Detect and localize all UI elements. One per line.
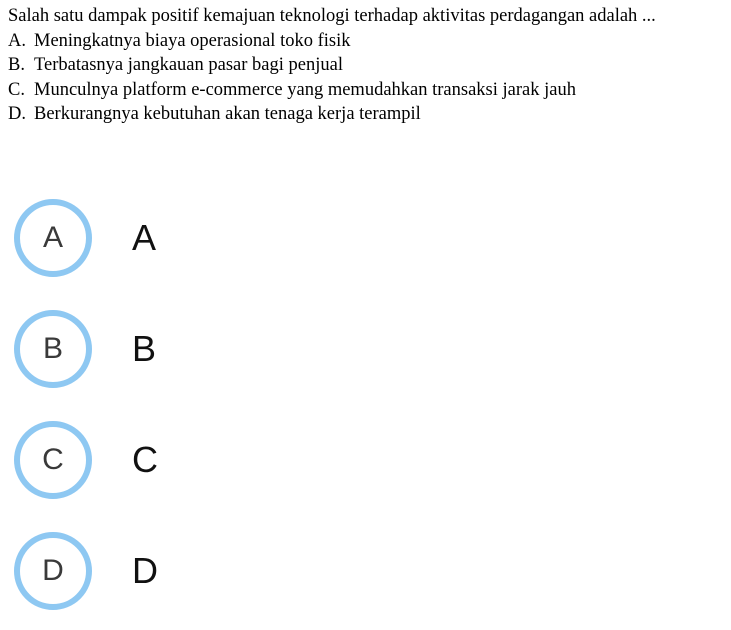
option-b-text: [8, 53, 728, 78]
answer-badge-c[interactable]: C: [14, 421, 92, 499]
option-label: Berkurangnya kebutuhan akan tenaga kerja terampil: [34, 104, 421, 124]
option-c-text: [8, 78, 728, 103]
option-letter: D.: [8, 104, 26, 124]
answer-button-d[interactable]: [14, 532, 314, 610]
option-letter: B.: [8, 55, 25, 75]
option-d-text: [8, 102, 728, 127]
question-block: [8, 4, 728, 127]
answer-button-a[interactable]: [14, 199, 314, 277]
option-label: Meningkatnya biaya operasional toko fisik: [34, 30, 351, 51]
answer-label-d[interactable]: D: [132, 550, 158, 591]
answer-badge-b[interactable]: B: [14, 310, 92, 388]
option-a-text: [8, 29, 728, 54]
option-letter: C.: [8, 79, 25, 100]
option-letter: A.: [8, 30, 26, 51]
answer-label-b[interactable]: B: [132, 328, 157, 369]
answer-label-a[interactable]: A: [132, 217, 157, 258]
option-label: Munculnya platform e-commerce yang memudahkan transaksi jarak jauh: [34, 79, 576, 100]
answer-label-c[interactable]: C: [132, 439, 158, 480]
answer-badge-a[interactable]: A: [14, 199, 92, 277]
answer-button-b[interactable]: [14, 310, 314, 388]
question-text: Salah satu dampak positif kemajuan teknologi terhadap aktivitas perdagangan adalah ...: [8, 6, 656, 26]
answer-badge-d[interactable]: D: [14, 532, 92, 610]
option-label: Terbatasnya jangkauan pasar bagi penjual: [34, 55, 343, 75]
answer-button-c[interactable]: [14, 421, 314, 499]
